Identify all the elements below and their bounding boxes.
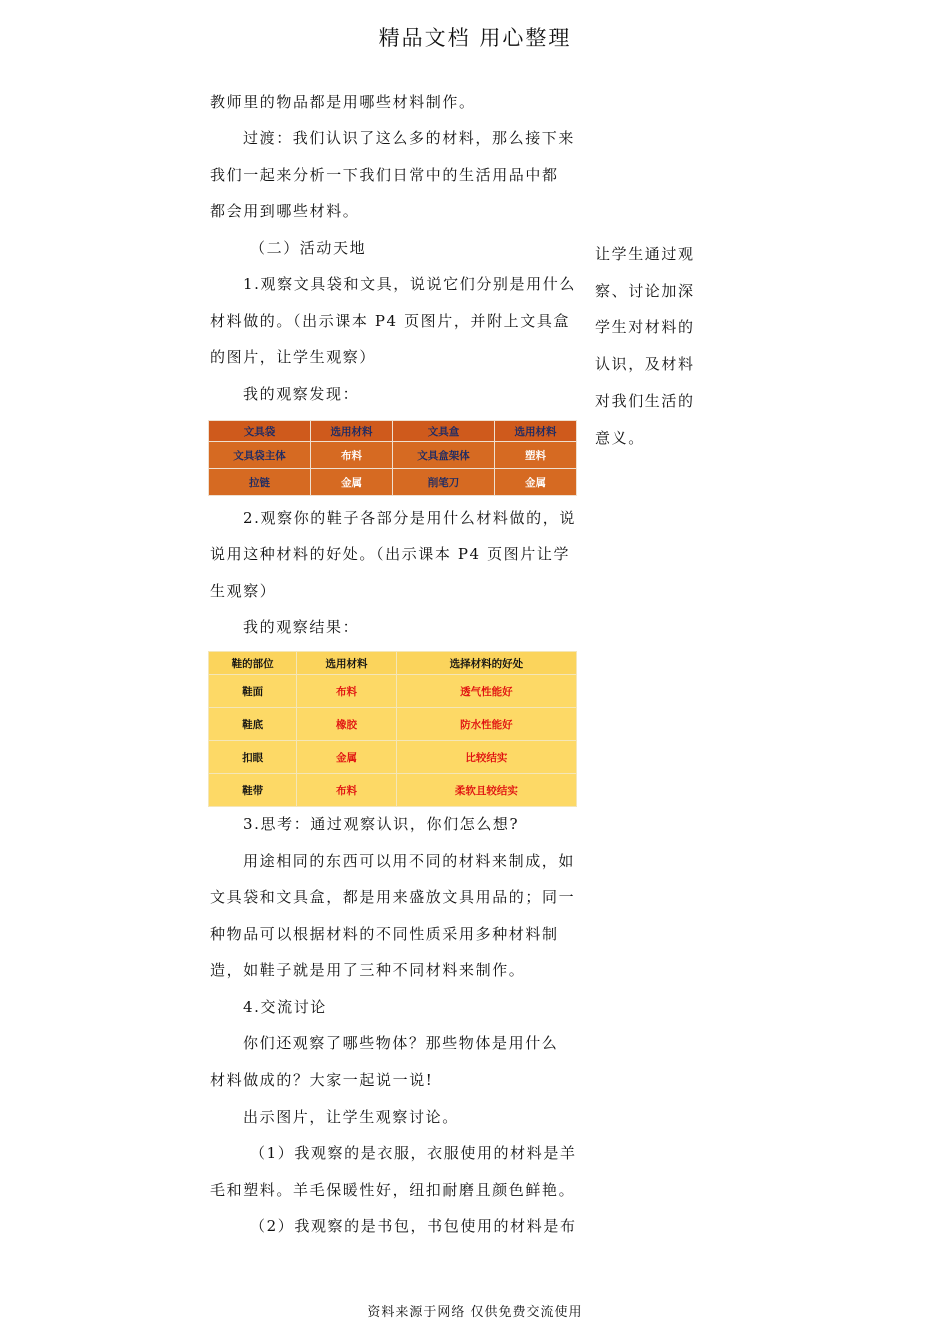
body-line: 2.观察你的鞋子各部分是用什么材料做的，说 [243,509,576,527]
table-row [209,442,577,469]
table-cell: 布料 [297,774,396,807]
table-cell: 透气性能好 [396,675,576,708]
body-line: 说用这种材料的好处。（出示课本 P4 页图片让学 [210,545,571,563]
body-line: 教师里的物品都是用哪些材料制作。 [210,93,476,111]
page-header: 精品文档 用心整理 [378,26,572,50]
table-cell: 布料 [311,442,393,469]
body-line: 我的观察结果： [243,618,360,636]
table-cell: 金属 [494,469,576,496]
body-line: 都会用到哪些材料。 [210,202,360,220]
table-cell: 鞋底 [209,708,297,741]
table-cell: 文具袋主体 [209,442,311,469]
table-cell: 文具盒架体 [392,442,494,469]
table-header-cell: 文具袋 [209,421,311,442]
table-cell: 鞋带 [209,774,297,807]
table-cell: 橡胶 [297,708,396,741]
side-note-line: 对我们生活的 [595,391,695,410]
table-header-cell: 鞋的部位 [209,652,297,675]
table-header-cell: 选用材料 [494,421,576,442]
body-line: （2）我观察的是书包，书包使用的材料是布 [250,1217,577,1235]
table-cell: 比较结实 [396,741,576,774]
table-header-cell: 选用材料 [311,421,393,442]
side-note-line: 让学生通过观 [595,245,695,263]
body-line: 种物品可以根据材料的不同性质采用多种材料制 [210,925,559,943]
body-line: 生观察） [210,582,277,600]
body-line: （1）我观察的是衣服，衣服使用的材料是羊 [250,1144,577,1162]
stationery-material-table [208,420,577,496]
table-cell: 柔软且较结实 [396,774,576,807]
table-cell: 金属 [311,469,393,496]
body-line: 材料做的。（出示课本 P4 页图片，并附上文具盒 [210,312,571,330]
table-row [209,774,577,807]
table-cell: 金属 [297,741,396,774]
table-cell: 鞋面 [209,675,297,708]
body-line: 过渡：我们认识了这么多的材料，那么接下来 [243,129,576,147]
table-cell: 防水性能好 [396,708,576,741]
side-note-line: 认识，及材料 [595,355,695,374]
body-line: 文具袋和文具盒，都是用来盛放文具用品的；同一 [210,888,576,906]
table-row [209,469,577,496]
table-cell: 削笔刀 [392,469,494,496]
table-header-cell: 选择材料的好处 [396,652,576,675]
side-note-line: 察、讨论加深 [595,281,695,300]
body-line: 造，如鞋子就是用了三种不同材料来制作。 [210,961,526,979]
body-line: 出示图片，让学生观察讨论。 [243,1108,459,1126]
body-line: 我的观察发现： [243,385,360,403]
table-header-row [209,652,577,675]
table-cell: 布料 [297,675,396,708]
body-line: 材料做成的？大家一起说一说! [210,1071,434,1089]
table-header-cell: 文具盒 [392,421,494,442]
table-row [209,708,577,741]
body-line: 毛和塑料。羊毛保暖性好，纽扣耐磨且颜色鲜艳。 [210,1181,576,1199]
table-cell: 拉链 [209,469,311,496]
table-cell: 塑料 [494,442,576,469]
table-header-cell: 选用材料 [297,652,396,675]
body-line: 你们还观察了哪些物体？那些物体是用什么 [243,1034,559,1052]
body-line: 的图片，让学生观察） [210,348,377,366]
body-line: 1.观察文具袋和文具，说说它们分别是用什么 [243,275,576,293]
body-line: 4.交流讨论 [243,998,327,1016]
side-note [595,236,705,456]
section-heading: （二）活动天地 [250,239,367,257]
body-line: 用途相同的东西可以用不同的材料来制成，如 [243,852,576,870]
body-line: 3.思考：通过观察认识，你们怎么想? [243,815,520,833]
table-row [209,741,577,774]
side-note-line: 学生对材料的 [595,318,695,337]
body-line: 我们一起来分析一下我们日常中的生活用品中都 [210,166,559,184]
table-cell: 扣眼 [209,741,297,774]
shoe-material-table [208,651,577,807]
table-row [209,675,577,708]
side-note-line: 意义。 [595,428,645,447]
page-footer: 资料来源于网络 仅供免费交流使用 [367,1305,583,1320]
table-header-row [209,421,577,442]
